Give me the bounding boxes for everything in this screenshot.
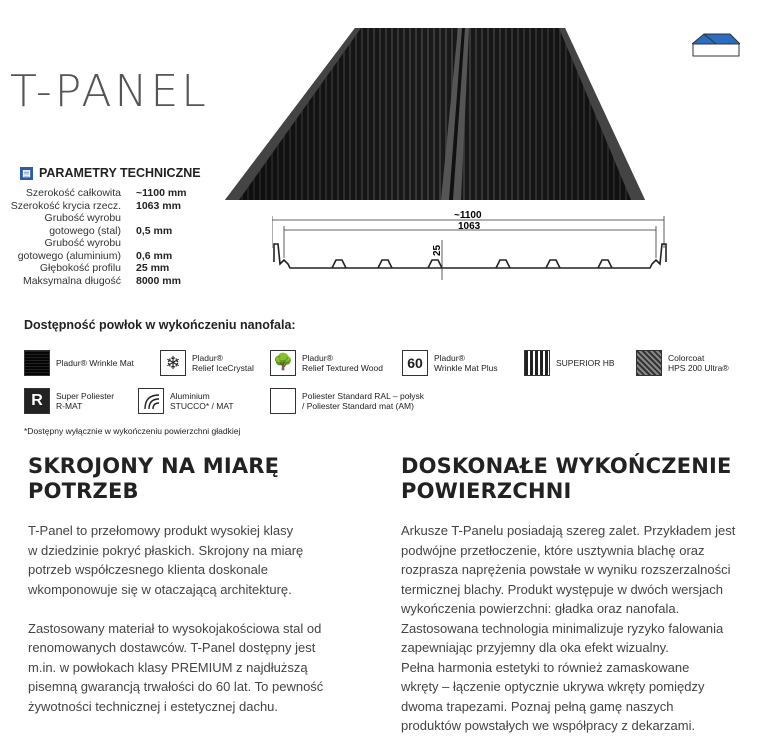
dim-cover: 1063 bbox=[458, 221, 481, 232]
coating-poliester-standard: Poliester Standard RAL – połysk / Poliester Standard mat (AM) bbox=[270, 388, 424, 414]
document-icon: ▤ bbox=[20, 167, 33, 180]
sixty-badge-icon: 60 bbox=[402, 350, 428, 376]
dim-depth: 25 bbox=[432, 244, 443, 256]
params-row: Grubość wyrobu bbox=[44, 237, 121, 249]
coatings-note: *Dostępny wyłącznie w wykończeniu powierzchni gładkiej bbox=[24, 426, 241, 436]
left-heading: SKROJONY NA MIARĘ POTRZEB bbox=[28, 454, 280, 503]
coating-colorcoat: Colorcoat HPS 200 Ultra® bbox=[636, 350, 729, 376]
coating-icecrystal: ❄ Pladur® Relief IceCrystal bbox=[160, 350, 254, 376]
stripes-texture-icon bbox=[524, 350, 550, 376]
coatings-heading: Dostępność powłok w wykończeniu nanofala: bbox=[24, 318, 296, 332]
coating-super-poliester: R Super Poliester R-MAT bbox=[24, 388, 114, 414]
params-row: Maksymalna długość 8000 mm bbox=[22, 274, 181, 287]
wrinkle-texture-icon bbox=[24, 350, 50, 376]
curves-icon bbox=[138, 388, 164, 414]
params-row: gotowego (aluminium) 0,6 mm bbox=[17, 249, 173, 262]
right-heading: DOSKONAŁE WYKOŃCZENIE POWIERZCHNI bbox=[401, 454, 732, 503]
params-row: gotowego (stal) 0,5 mm bbox=[49, 224, 173, 237]
params-heading: ▤ PARAMETRY TECHNICZNE bbox=[20, 166, 201, 180]
params-row: Szerokość całkowita ~1100 mm bbox=[25, 187, 187, 199]
coating-superior-hb: SUPERIOR HB bbox=[524, 350, 615, 376]
params-row: Grubość wyrobu bbox=[44, 212, 121, 224]
house-roof-icon bbox=[690, 30, 742, 58]
params-table bbox=[0, 187, 187, 287]
profile-drawing bbox=[272, 208, 672, 288]
right-text: Arkusze T-Panelu posiadają szereg zalet. Przykładem jest podwójne przetłoczenie, które usztywnia blachę oraz rozprasza naprężenia powstałe w wyniku rozszerzalności termicznej blachy. Produkt występuje w dwóch wersjach wykończenia powierzchni: gładka oraz nanofala. Zastosowana technologia minimalizuje ryzyko falowania zapewniając przyjemny dla oka efekt wizualny. Pełna harmonia estetyki to również zamaskowane wkręty – łączenie optycznie ukrywa wkręty pomiędzy dwoma trapezami. Poznaj pełną gamę naszych produktów powstałych we współpracy z dekarzami. bbox=[401, 523, 736, 733]
left-text: T-Panel to przełomowy produkt wysokiej klasy w dziedzinie pokryć płaskich. Skrojony na miarę potrzeb współczesnego klienta doskonale wkomponowuje się w otaczającą architekturę. Zastosowany materiał to wysokojakościowa stal od renomowanych dostawców. T-Panel dostępny jest m.in. w powłokach klasy PREMIUM z najdłuższą pisemną gwarancją trwałości do 60 lat. To pewność żywotności technicznej i estetycznej dachu. bbox=[28, 523, 324, 714]
product-title: T-PANEL bbox=[10, 66, 209, 117]
coating-aluminium: Aluminium STUCCO* / MAT bbox=[138, 388, 234, 414]
tree-icon: 🌳 bbox=[270, 350, 296, 376]
coating-wrinkle-mat: Pladur® Wrinkle Mat bbox=[24, 350, 134, 376]
params-row: Głębokość profilu 25 mm bbox=[39, 262, 170, 274]
coating-wrinkle-mat-plus: 60 Pladur® Wrinkle Mat Plus bbox=[402, 350, 498, 376]
params-row: Szerokość krycia rzecz. 1063 mm bbox=[10, 199, 181, 212]
snowflake-icon: ❄ bbox=[160, 350, 186, 376]
panel-photo bbox=[205, 24, 675, 202]
dim-total: ~1100 bbox=[454, 210, 482, 221]
coating-textured-wood: 🌳 Pladur® Relief Textured Wood bbox=[270, 350, 383, 376]
plain-swatch-icon bbox=[270, 388, 296, 414]
grain-texture-icon bbox=[636, 350, 662, 376]
r-badge-icon: R bbox=[24, 388, 50, 414]
